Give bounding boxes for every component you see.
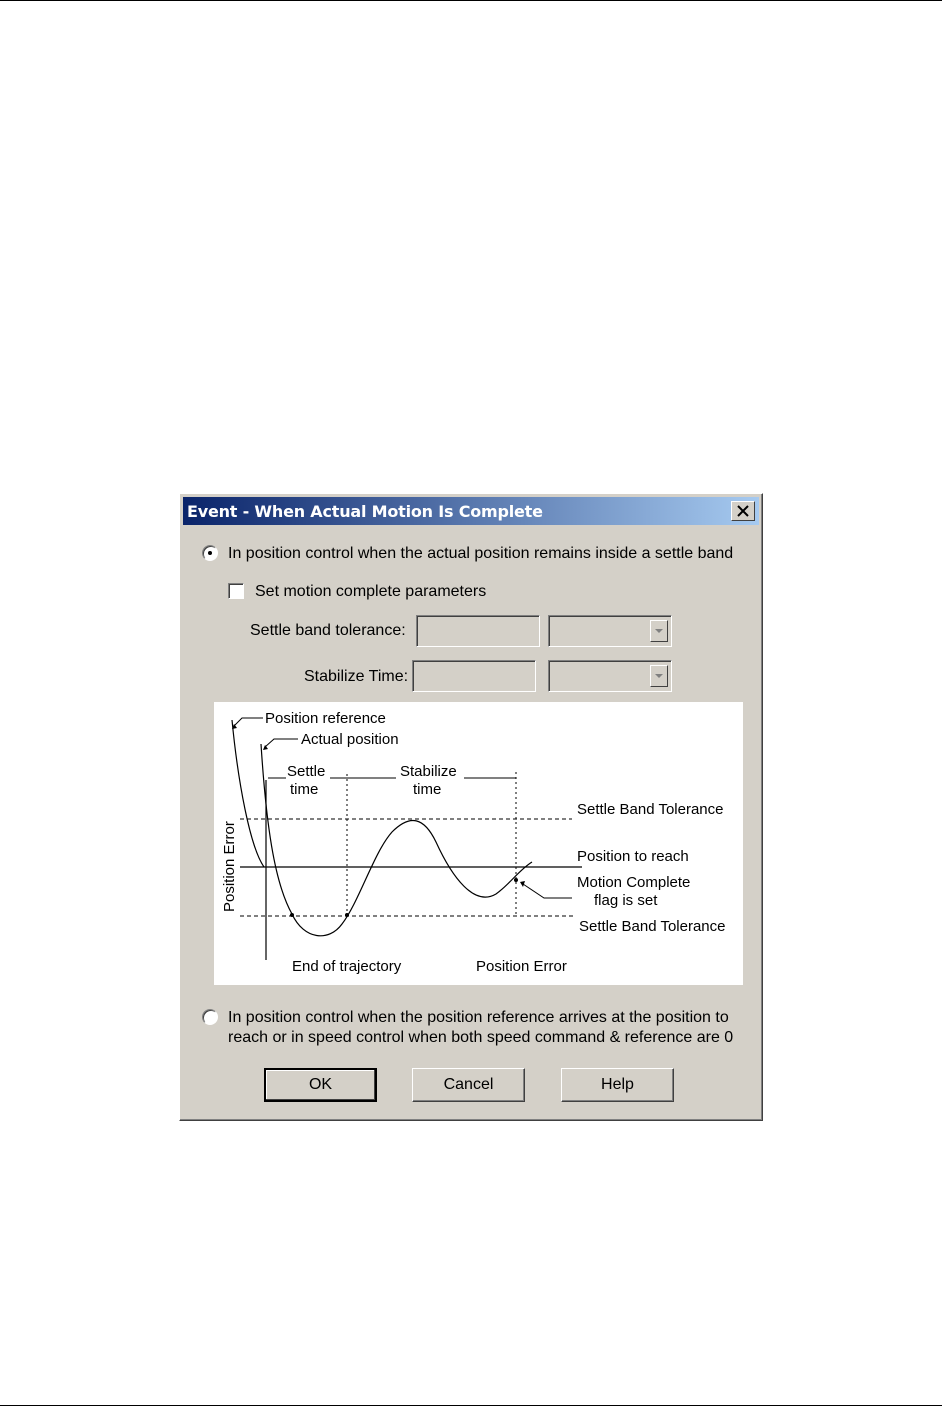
arrowhead: [520, 881, 525, 887]
set-params-checkbox[interactable]: [228, 583, 244, 599]
help-button[interactable]: Help: [561, 1068, 674, 1102]
chevron-down-icon: [655, 674, 663, 679]
arrowhead: [263, 745, 268, 750]
actual-position-pointer: [265, 739, 298, 747]
position-reference-radio-label-line1: In position control when the position reference arrives at the position to: [228, 1009, 729, 1026]
ok-button[interactable]: OK: [264, 1068, 377, 1102]
position-reference-radio-label-line2: reach or in speed control when both speed command & reference are 0: [228, 1029, 734, 1046]
motion-complete-dialog: [179, 493, 763, 1121]
actual-position-label: Actual position: [301, 731, 399, 748]
position-error-label: Position Error: [476, 958, 567, 975]
close-button[interactable]: [731, 501, 755, 521]
title-bar: [183, 497, 759, 525]
y-axis-label: Position Error: [221, 821, 238, 912]
settle-band-bottom-label: Settle Band Tolerance: [579, 918, 726, 935]
motion-complete-label-line1: Motion Complete: [577, 874, 691, 891]
trajectory-end-dot: [345, 913, 349, 917]
dialog-title: Event - When Actual Motion Is Complete: [187, 502, 543, 521]
settle-label: Settle: [287, 763, 326, 780]
settle-band-radio[interactable]: [202, 545, 218, 561]
motion-complete-pointer: [523, 884, 572, 898]
stabilize-time-input[interactable]: [412, 660, 536, 692]
diagram-svg: [214, 702, 743, 985]
motion-complete-label-line2: flag is set: [594, 892, 658, 909]
position-reference-pointer: [234, 718, 263, 726]
radio-selected-dot: [208, 551, 212, 555]
stabilize-time-label: time: [413, 781, 442, 798]
stabilize-time-unit-select[interactable]: [548, 660, 672, 692]
settle-band-top-label: Settle Band Tolerance: [577, 801, 724, 818]
cancel-button[interactable]: Cancel: [412, 1068, 525, 1102]
position-to-reach-label: Position to reach: [577, 848, 689, 865]
settle-band-tolerance-unit-select[interactable]: [548, 615, 672, 647]
settle-band-entry-dot: [290, 913, 294, 917]
stabilize-label: Stabilize: [400, 763, 457, 780]
close-icon: [737, 505, 749, 517]
chevron-down-icon: [655, 629, 663, 634]
settle-band-diagram: [214, 702, 743, 985]
settle-band-radio-label: In position control when the actual position remains inside a settle band: [228, 545, 734, 562]
settle-band-tolerance-label: Settle band tolerance:: [250, 622, 406, 639]
position-reference-label: Position reference: [265, 710, 386, 727]
dropdown-arrow-button[interactable]: [650, 620, 668, 642]
position-reference-radio[interactable]: [202, 1009, 218, 1025]
end-of-trajectory-label: End of trajectory: [292, 958, 402, 975]
stabilize-time-label: Stabilize Time:: [304, 668, 409, 685]
motion-complete-dot: [514, 878, 518, 882]
settle-time-label: time: [290, 781, 319, 798]
settle-band-tolerance-input[interactable]: [416, 615, 540, 647]
dropdown-arrow-button[interactable]: [650, 665, 668, 687]
page-top-rule: [0, 0, 942, 1]
page-bottom-rule: [0, 1405, 942, 1406]
set-params-label: Set motion complete parameters: [255, 583, 487, 600]
